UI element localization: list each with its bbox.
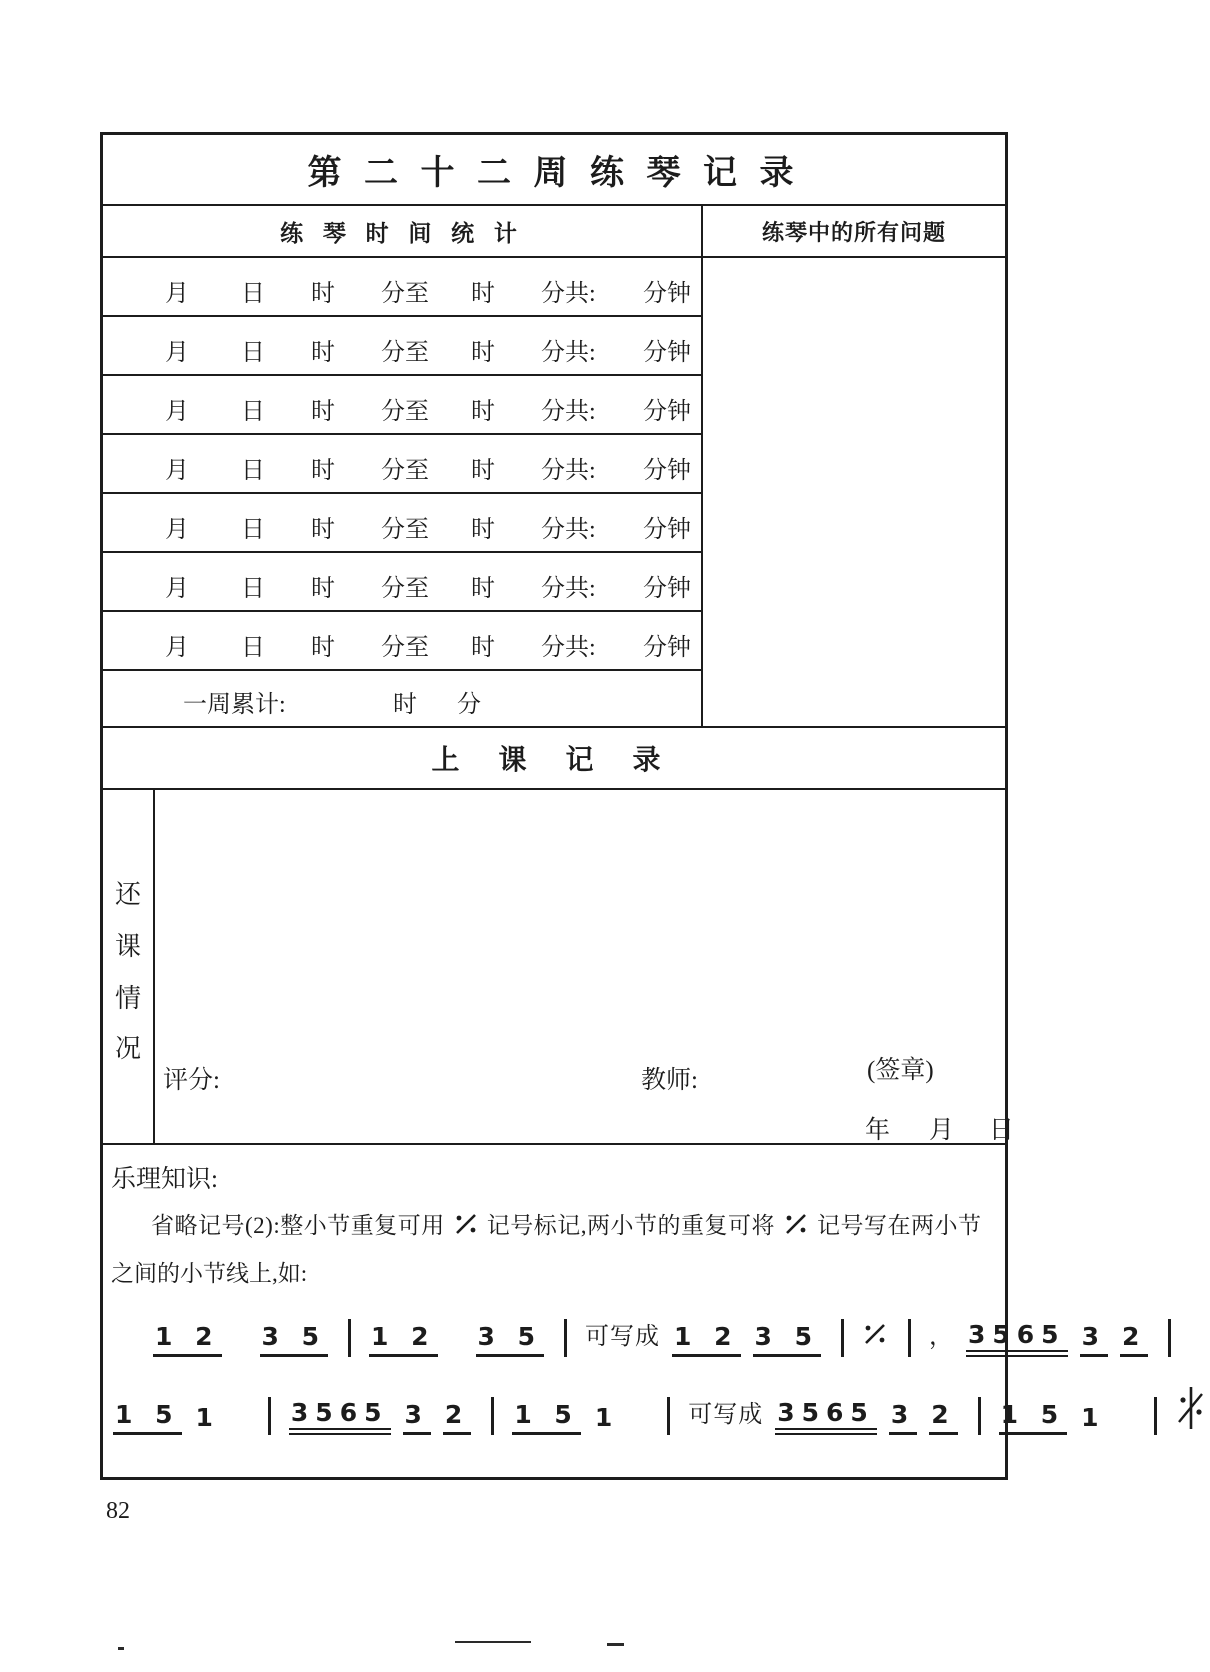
minutes-label: 分钟 bbox=[643, 517, 691, 543]
practice-time-stats-header: 练 琴 时 间 统 计 bbox=[280, 220, 524, 246]
practice-problems-header-cell bbox=[703, 206, 1005, 256]
note-group: 1 bbox=[195, 1403, 220, 1432]
note-group: 1 bbox=[594, 1403, 620, 1432]
note-group: 1 2 bbox=[369, 1324, 438, 1357]
minute-to-label: 分至 bbox=[381, 399, 429, 425]
barline bbox=[268, 1397, 271, 1435]
minute-total-label: 分共: bbox=[541, 458, 596, 484]
note-group: 2 bbox=[443, 1402, 471, 1435]
barline bbox=[667, 1397, 670, 1435]
note-group: 3 5 bbox=[260, 1324, 329, 1357]
practice-time-stats-header-cell bbox=[103, 206, 703, 256]
note-group: 1 bbox=[1081, 1403, 1106, 1432]
note-group: 2 bbox=[1120, 1324, 1148, 1357]
form-title: 第 二 十 二 周 练 琴 记 录 bbox=[307, 155, 801, 192]
note-group: 3565 bbox=[775, 1400, 877, 1435]
side-label-char: 情 bbox=[114, 984, 142, 1013]
minute-total-label: 分共: bbox=[541, 399, 596, 425]
notation-example-1 bbox=[111, 1316, 1147, 1357]
note-group: 1 5 bbox=[999, 1402, 1068, 1435]
music-theory-title: 乐理知识: bbox=[111, 1166, 218, 1193]
intro-segment: 记号写在两小节 bbox=[816, 1213, 982, 1238]
scan-artifact bbox=[607, 1643, 624, 1646]
practice-time-row bbox=[103, 258, 701, 317]
hour-label: 时 bbox=[311, 576, 335, 602]
lesson-record-body bbox=[103, 790, 1015, 1145]
practice-time-row bbox=[103, 494, 701, 553]
lesson-side-label bbox=[103, 790, 155, 1143]
day-label: 日 bbox=[241, 399, 265, 425]
minute-to-label: 分至 bbox=[381, 517, 429, 543]
minute-to-label: 分至 bbox=[381, 635, 429, 661]
hour2-label: 时 bbox=[471, 281, 495, 307]
minute-to-label: 分至 bbox=[381, 281, 429, 307]
practice-problems-header: 练琴中的所有问题 bbox=[761, 219, 946, 245]
side-label-char: 还 bbox=[114, 880, 142, 909]
hour-label: 时 bbox=[311, 458, 335, 484]
weekly-total-label: 一周累计: bbox=[183, 692, 286, 718]
hour2-label: 时 bbox=[471, 576, 495, 602]
music-theory-intro-line2: 之间的小节线上,如: bbox=[111, 1261, 308, 1286]
minutes-label: 分钟 bbox=[643, 281, 691, 307]
barline bbox=[564, 1319, 567, 1357]
month-label: 月 bbox=[165, 458, 189, 484]
minutes-label: 分钟 bbox=[643, 458, 691, 484]
barline bbox=[1154, 1397, 1157, 1435]
lesson-record-header: 上 课 记 录 bbox=[431, 745, 677, 776]
month-label: 月 bbox=[165, 399, 189, 425]
minute-total-label: 分共: bbox=[541, 576, 596, 602]
hour-label: 时 bbox=[311, 281, 335, 307]
minute-to-label: 分至 bbox=[381, 340, 429, 366]
minute-total-label: 分共: bbox=[541, 340, 596, 366]
side-label-char: 课 bbox=[114, 932, 142, 961]
stats-body bbox=[103, 258, 1005, 728]
lesson-content-area bbox=[155, 790, 1015, 1144]
minute-total-label: 分共: bbox=[541, 635, 596, 661]
measure-repeat-icon bbox=[783, 1217, 809, 1242]
practice-record-form bbox=[100, 132, 1147, 1480]
teacher-label: 教师: bbox=[641, 1067, 698, 1094]
year-label: 年 bbox=[865, 1117, 891, 1144]
practice-time-row bbox=[103, 553, 701, 612]
day-label: 日 bbox=[241, 635, 265, 661]
hour2-label: 时 bbox=[471, 635, 495, 661]
stats-header-row bbox=[103, 206, 1005, 258]
score-label: 评分: bbox=[163, 1067, 220, 1094]
seal-label: (签章) bbox=[867, 1057, 934, 1084]
hour2-label: 时 bbox=[471, 399, 495, 425]
day-label: 日 bbox=[241, 576, 265, 602]
day-label: 日 bbox=[241, 517, 265, 543]
barline bbox=[348, 1319, 351, 1357]
day-label: 日 bbox=[241, 281, 265, 307]
practice-time-row bbox=[103, 612, 701, 671]
note-group: 1 2 bbox=[672, 1324, 741, 1357]
measure-repeat-icon bbox=[453, 1217, 479, 1242]
weekly-total-row bbox=[103, 671, 701, 726]
month-label: 月 bbox=[165, 517, 189, 543]
month-label: 月 bbox=[929, 1117, 955, 1144]
music-theory-intro bbox=[111, 1207, 997, 1243]
barline-repeat-icon bbox=[1175, 1385, 1205, 1437]
hour2-label: 时 bbox=[471, 517, 495, 543]
minute-to-label: 分至 bbox=[381, 576, 429, 602]
notation-text: ， bbox=[929, 1324, 954, 1350]
note-group: 3 5 bbox=[476, 1324, 545, 1357]
note-group: 3 bbox=[889, 1402, 917, 1435]
title-row bbox=[103, 135, 1005, 206]
note-group: 3 bbox=[1080, 1324, 1108, 1357]
hour-label: 时 bbox=[311, 635, 335, 661]
minute-total-label: 分共: bbox=[541, 517, 596, 543]
minutes-label: 分钟 bbox=[643, 399, 691, 425]
note-group: 3 bbox=[403, 1402, 431, 1435]
practice-time-rows bbox=[103, 258, 703, 726]
minutes-label: 分钟 bbox=[643, 576, 691, 602]
month-label: 月 bbox=[165, 340, 189, 366]
hour-label: 时 bbox=[311, 517, 335, 543]
notation-example-2 bbox=[111, 1385, 1106, 1435]
month-label: 月 bbox=[165, 635, 189, 661]
day-label: 日 bbox=[241, 458, 265, 484]
minute-total-label: 分共: bbox=[541, 281, 596, 307]
hour-label: 时 bbox=[311, 399, 335, 425]
day-label: 日 bbox=[241, 340, 265, 366]
note-group: 3 5 bbox=[753, 1324, 822, 1357]
note-group: 1 5 bbox=[512, 1402, 581, 1435]
weekly-total-hour-label: 时 bbox=[393, 692, 417, 718]
practice-time-row bbox=[103, 317, 701, 376]
month-label: 月 bbox=[165, 281, 189, 307]
minutes-label: 分钟 bbox=[643, 635, 691, 661]
intro-segment: 记号标记,两小节的重复可将 bbox=[486, 1213, 775, 1238]
lesson-record-header-row bbox=[103, 728, 1005, 790]
barline bbox=[841, 1319, 844, 1357]
side-label-char: 况 bbox=[114, 1034, 142, 1063]
practice-time-row bbox=[103, 376, 701, 435]
month-label: 月 bbox=[165, 576, 189, 602]
practice-time-row bbox=[103, 435, 701, 494]
minutes-label: 分钟 bbox=[643, 340, 691, 366]
note-group: 3565 bbox=[289, 1400, 391, 1435]
note-group: 3565 bbox=[966, 1322, 1068, 1357]
hour2-label: 时 bbox=[471, 340, 495, 366]
barline bbox=[1168, 1319, 1171, 1357]
note-group: 1 5 bbox=[113, 1402, 182, 1435]
music-theory-section bbox=[103, 1145, 1147, 1477]
page-number: 82 bbox=[106, 1498, 130, 1524]
minute-to-label: 分至 bbox=[381, 458, 429, 484]
note-group: 2 bbox=[929, 1402, 957, 1435]
day-label: 日 bbox=[989, 1117, 1015, 1144]
barline bbox=[978, 1397, 981, 1435]
practice-problems-area bbox=[703, 258, 1005, 726]
weekly-total-minute-label: 分 bbox=[457, 692, 481, 718]
measure-repeat-icon bbox=[862, 1321, 888, 1357]
barline bbox=[491, 1397, 494, 1435]
intro-segment: 省略记号(2):整小节重复可用 bbox=[151, 1213, 445, 1238]
barline bbox=[908, 1319, 911, 1357]
hour2-label: 时 bbox=[471, 458, 495, 484]
notation-text: 可写成 bbox=[688, 1402, 764, 1428]
scan-artifact bbox=[455, 1641, 531, 1643]
notation-text: 可写成 bbox=[585, 1324, 660, 1350]
hour-label: 时 bbox=[311, 340, 335, 366]
note-group: 1 2 bbox=[153, 1324, 222, 1357]
scan-artifact bbox=[118, 1647, 124, 1650]
